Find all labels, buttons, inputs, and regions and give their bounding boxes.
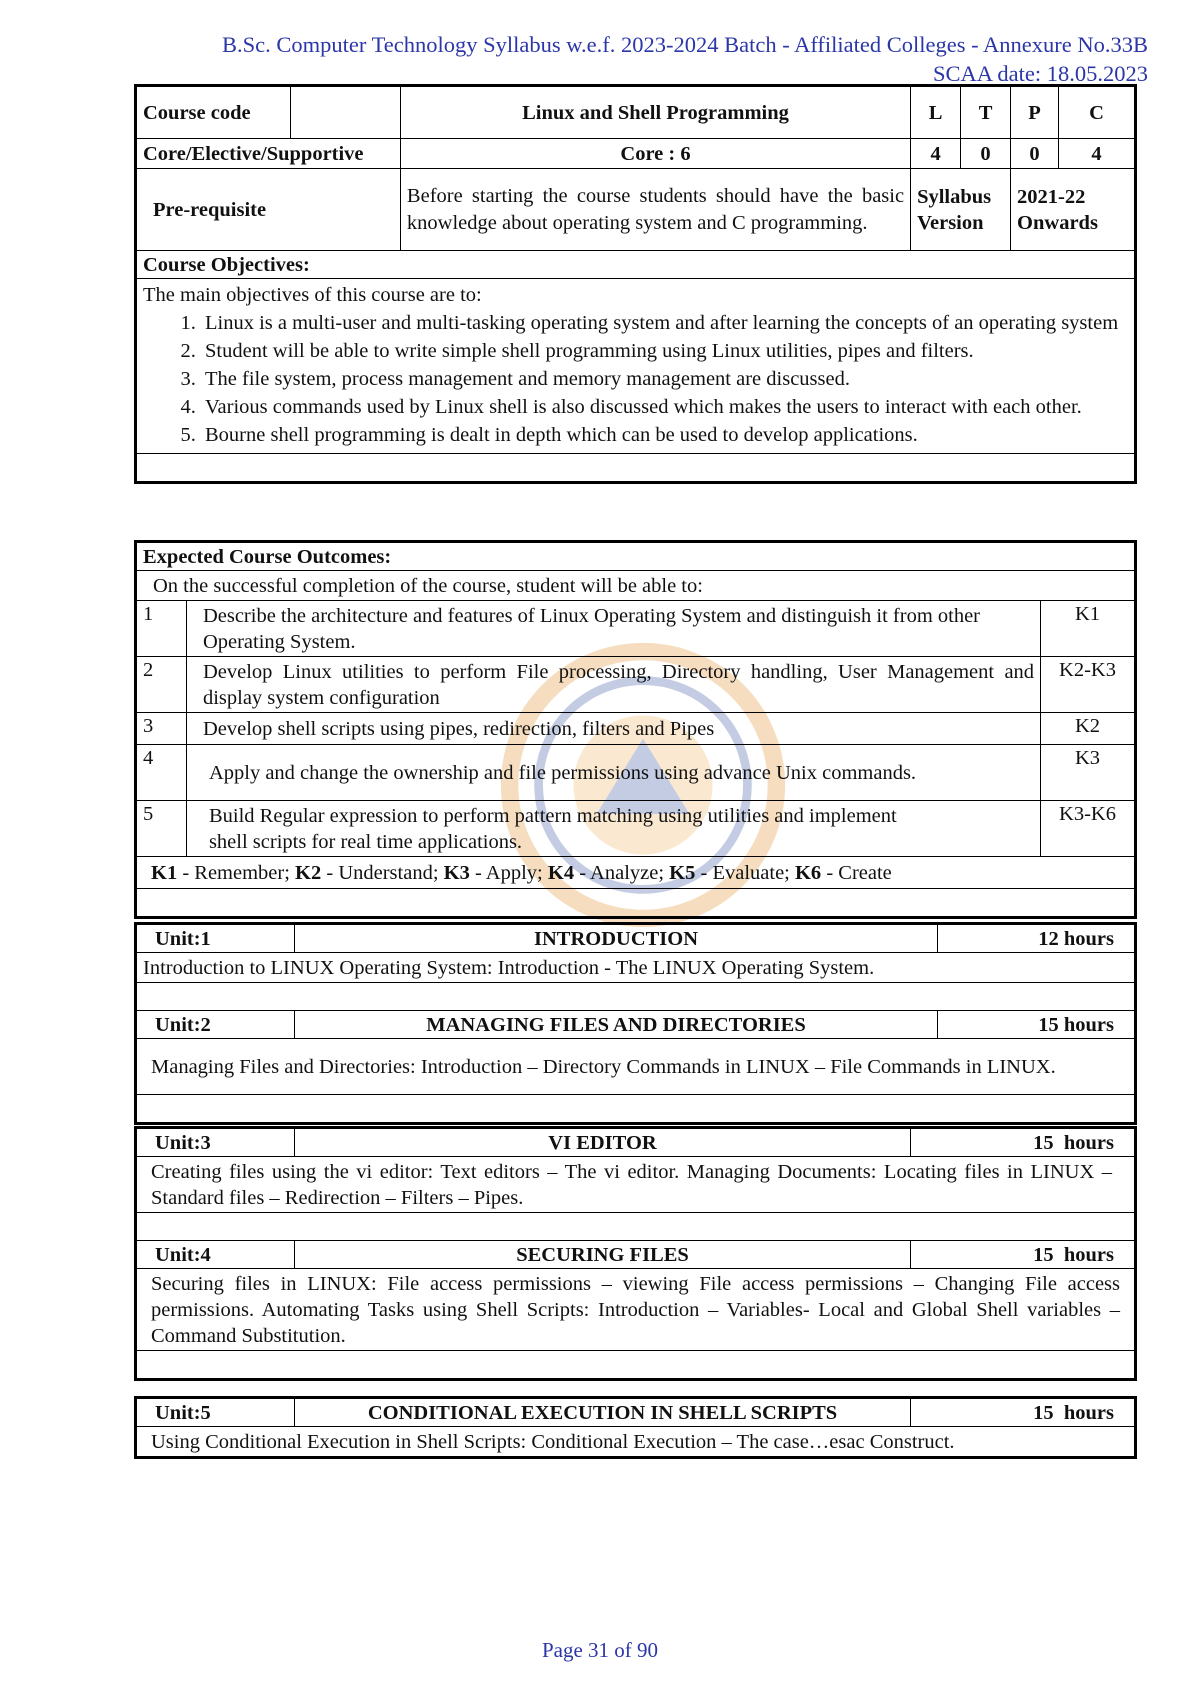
- units-table-final: [134, 1396, 1137, 1459]
- outcome-text: Build Regular expression to perform pattern matching using utilities and implement shell scripts for real time applications.: [186, 801, 1040, 857]
- unit-hours: 15 hours: [911, 1399, 1135, 1427]
- spacer-row: [137, 1351, 1135, 1379]
- syllabus-version-value: 2021-22 Onwards: [1011, 169, 1135, 251]
- ltpc-value-l: 4: [911, 139, 961, 169]
- outcome-number: 5: [137, 801, 187, 857]
- ltpc-label-t: T: [961, 87, 1011, 139]
- header-line-1: B.Sc. Computer Technology Syllabus w.e.f. 2023-2024 Batch - Affiliated Colleges - Annexure No.33B: [221, 32, 1148, 57]
- unit-title: CONDITIONAL EXECUTION IN SHELL SCRIPTS: [294, 1399, 910, 1427]
- course-code-value: [290, 87, 400, 139]
- ltpc-label-c: C: [1059, 87, 1135, 139]
- unit-title: VI EDITOR: [294, 1129, 910, 1157]
- objectives-list: [143, 309, 1128, 449]
- unit-title: SECURING FILES: [294, 1241, 910, 1269]
- legend-code: K3: [443, 861, 470, 884]
- legend-desc: - Apply;: [469, 861, 548, 884]
- legend-desc: - Understand;: [321, 861, 444, 884]
- unit-label: Unit:4: [137, 1241, 295, 1269]
- outcome-number: 4: [137, 745, 187, 801]
- spacer-row: [137, 1095, 1135, 1123]
- objectives-body: [137, 279, 1135, 454]
- objective-item: 4. Various commands used by Linux shell is also discussed which makes the users to interact with each other.: [201, 393, 1128, 421]
- outcome-number: 1: [137, 601, 187, 657]
- objective-item: 2. Student will be able to write simple shell programming using Linux utilities, pipes and filters.: [201, 337, 1128, 365]
- prerequisite-text: Before starting the course students should have the basic knowledge about operating system and C programming.: [400, 169, 910, 251]
- outcome-number: 3: [137, 713, 187, 745]
- spacer-row: [137, 983, 1135, 1011]
- legend-desc: - Remember;: [177, 861, 296, 884]
- unit-content: Using Conditional Execution in Shell Scripts: Conditional Execution – The case…esac Construct.: [137, 1427, 1135, 1457]
- unit-title: INTRODUCTION: [294, 925, 937, 953]
- unit-hours: 15 hours: [911, 1129, 1135, 1157]
- ltpc-value-p: 0: [1011, 139, 1059, 169]
- category-label: Core/Elective/Supportive: [137, 139, 401, 169]
- unit-content: Managing Files and Directories: Introduction – Directory Commands in LINUX – File Commands in LINUX.: [137, 1039, 1135, 1095]
- outcomes-table: [134, 540, 1137, 919]
- unit-label: Unit:3: [137, 1129, 295, 1157]
- unit-hours: 15 hours: [938, 1011, 1135, 1039]
- outcome-text: Apply and change the ownership and file permissions using advance Unix commands.: [186, 745, 1040, 801]
- unit-content: Securing files in LINUX: File access permissions – viewing File access permissions – Changing File access permissions. Automating Tasks using Shell Scripts: Introduction – Variables- Local and Global Shell variables – Command Substitution.: [137, 1269, 1135, 1351]
- unit-hours: 15 hours: [911, 1241, 1135, 1269]
- objectives-intro: The main objectives of this course are to:: [143, 284, 482, 306]
- legend-desc: - Evaluate;: [695, 861, 795, 884]
- unit-label: Unit:5: [137, 1399, 295, 1427]
- outcome-k-level: K3: [1041, 745, 1135, 801]
- legend-desc: - Analyze;: [574, 861, 670, 884]
- ltpc-label-p: P: [1011, 87, 1059, 139]
- spacer-row: [137, 889, 1135, 917]
- outcome-number: 2: [137, 657, 187, 713]
- header-line-2: SCAA date: 18.05.2023: [932, 61, 1148, 86]
- syllabus-version-label: Syllabus Version: [911, 169, 1011, 251]
- legend-desc: - Create: [821, 861, 892, 884]
- course-info-table: [134, 84, 1137, 484]
- unit-content: Creating files using the vi editor: Text editors – The vi editor. Managing Documents: Locating files in LINUX – Standard files – Redirection – Filters – Pipes.: [137, 1157, 1135, 1213]
- objectives-heading: Course Objectives:: [137, 251, 1135, 279]
- spacer-row: [137, 454, 1135, 482]
- unit-label: Unit:2: [137, 1011, 295, 1039]
- objective-item: 5. Bourne shell programming is dealt in depth which can be used to develop applications.: [201, 421, 1128, 449]
- legend-code: K5: [669, 861, 696, 884]
- unit-content: Introduction to LINUX Operating System: Introduction - The LINUX Operating System.: [137, 953, 1135, 983]
- outcome-text: Develop Linux utilities to perform File processing, Directory handling, User Management and display system configuration: [186, 657, 1040, 713]
- outcome-k-level: K2: [1041, 713, 1135, 745]
- unit-title: MANAGING FILES AND DIRECTORIES: [294, 1011, 937, 1039]
- outcomes-intro: On the successful completion of the course, student will be able to:: [137, 571, 1135, 601]
- outcomes-heading: Expected Course Outcomes:: [137, 543, 1135, 571]
- objective-item: 1. Linux is a multi-user and multi-tasking operating system and after learning the concepts of an operating system: [201, 309, 1128, 337]
- outcome-k-level: K1: [1041, 601, 1135, 657]
- outcome-k-level: K2-K3: [1041, 657, 1135, 713]
- unit-label: Unit:1: [137, 925, 295, 953]
- page-header: [222, 30, 1148, 88]
- unit-hours: 12 hours: [938, 925, 1135, 953]
- course-title: Linux and Shell Programming: [400, 87, 910, 139]
- objective-item: 3. The file system, process management and memory management are discussed.: [201, 365, 1128, 393]
- category-value: Core : 6: [400, 139, 910, 169]
- units-table-cont: [134, 1126, 1137, 1381]
- legend-code: K1: [151, 861, 178, 884]
- prerequisite-label: Pre-requisite: [137, 169, 401, 251]
- units-table: [134, 922, 1137, 1125]
- outcome-text: Develop shell scripts using pipes, redirection, filters and Pipes: [186, 713, 1040, 745]
- outcome-text: Describe the architecture and features of Linux Operating System and distinguish it from other Operating System.: [186, 601, 1040, 657]
- ltpc-value-c: 4: [1059, 139, 1135, 169]
- legend-code: K2: [295, 861, 322, 884]
- ltpc-value-t: 0: [961, 139, 1011, 169]
- spacer-row: [137, 1213, 1135, 1241]
- legend-code: K4: [547, 861, 575, 884]
- outcome-k-level: K3-K6: [1041, 801, 1135, 857]
- course-code-label: Course code: [137, 87, 291, 139]
- legend-code: K6: [794, 861, 822, 884]
- page-number: Page 31 of 90: [541, 1638, 659, 1662]
- ltpc-label-l: L: [911, 87, 961, 139]
- k-level-legend: [137, 857, 1135, 889]
